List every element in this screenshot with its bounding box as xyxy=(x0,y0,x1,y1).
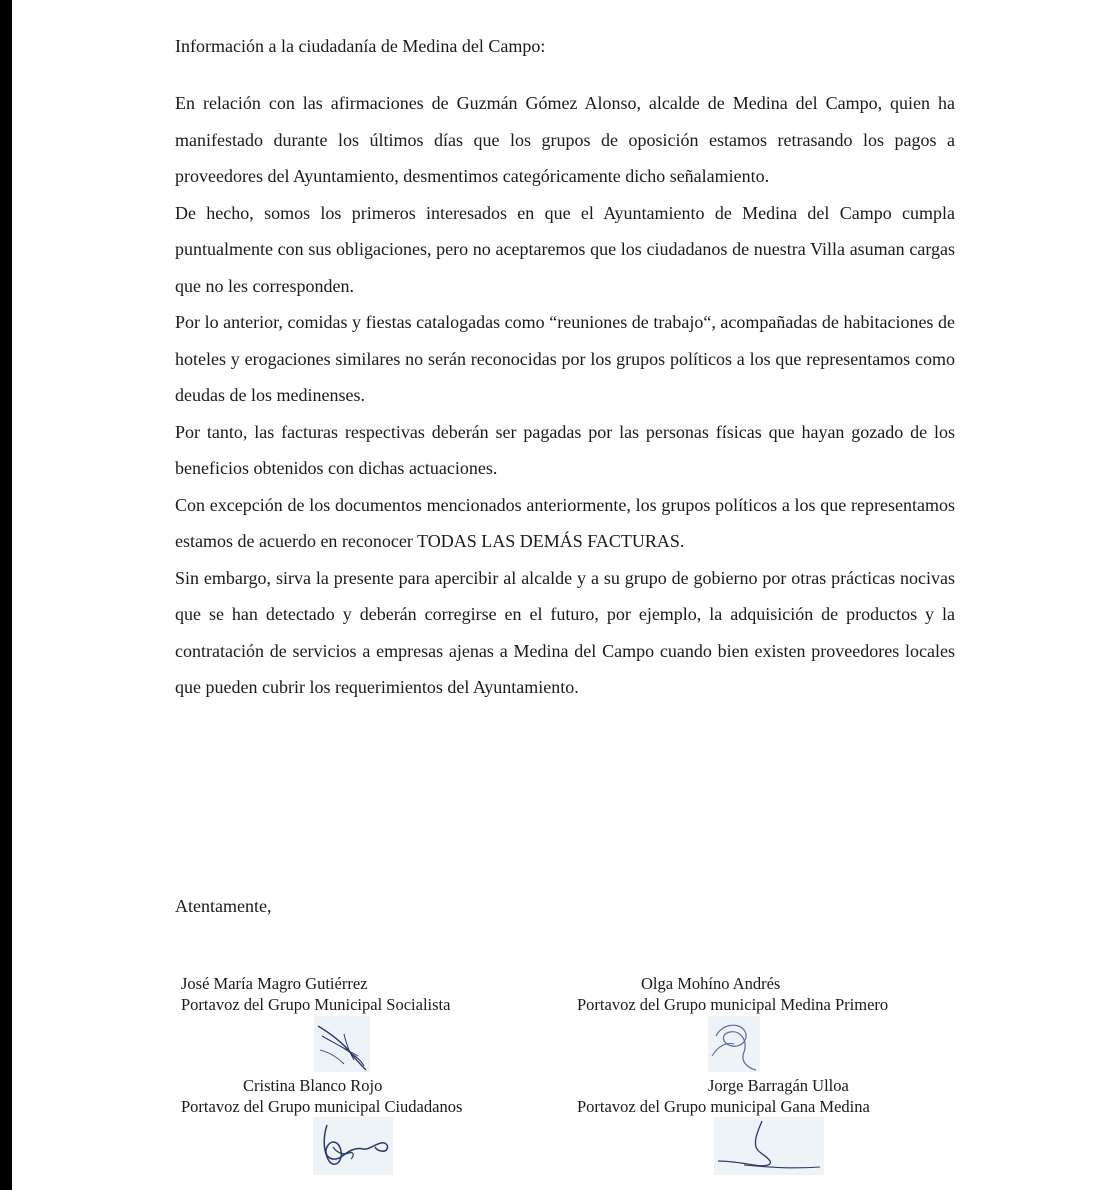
signature-2-image xyxy=(708,1016,760,1072)
paragraph-1: En relación con las afirmaciones de Guzmán Gómez Alonso, alcalde de Medina del Campo, quien ha manifestado durante los últimos días que los grupos de oposición estamos retrasando los pagos a proveedores del Ayuntamiento, desmentimos categóricamente dicho señalamiento. xyxy=(175,93,955,186)
signatory-2-title: Portavoz del Grupo municipal Medina Primero xyxy=(577,995,889,1014)
signature-3-image xyxy=(313,1117,393,1175)
paragraph-4: Por tanto, las facturas respectivas deberán ser pagadas por las personas físicas que hayan gozado de los beneficios obtenidos con dichas actuaciones. xyxy=(175,421,955,478)
signatory-4-title: Portavoz del Grupo municipal Gana Medina xyxy=(577,1097,870,1116)
paragraph-2: De hecho, somos los primeros interesados en que el Ayuntamiento de Medina del Campo cumpla puntualmente con sus obligaciones, pero no aceptaremos que los ciudadanos de nuestra Villa asuman cargas que no les corresponden. xyxy=(175,202,955,296)
signature-4-image xyxy=(714,1117,824,1175)
paragraph-5: Con excepción de los documentos mencionados anteriormente, los grupos políticos a los que representamos estamos de acuerdo en reconocer TODAS LAS DEMÁS FACTURAS. xyxy=(175,494,955,551)
signatory-3-title: Portavoz del Grupo municipal Ciudadanos xyxy=(181,1097,463,1116)
signatory-3-name: Cristina Blanco Rojo xyxy=(243,1076,383,1095)
closing-salutation: Atentamente, xyxy=(175,896,272,916)
signatory-4-name: Jorge Barragán Ulloa xyxy=(708,1076,849,1095)
document-body xyxy=(175,85,955,706)
document-heading: Información a la ciudadanía de Medina del Campo: xyxy=(175,36,546,56)
signatory-1-name: José María Magro Gutiérrez xyxy=(181,974,368,993)
signature-1-image xyxy=(314,1016,370,1072)
paragraph-3: Por lo anterior, comidas y fiestas catalogadas como “reuniones de trabajo“, acompañadas de habitaciones de hoteles y erogaciones similares no serán reconocidas por los grupos políticos a los que representamos como deudas de los medinenses. xyxy=(175,312,955,405)
signatory-2-name: Olga Mohíno Andrés xyxy=(641,974,781,993)
paragraph-6: Sin embargo, sirva la presente para apercibir al alcalde y a su grupo de gobierno por otras prácticas nocivas que se han detectado y deberán corregirse en el futuro, por ejemplo, la adquisición de productos y la contratación de servicios a empresas ajenas a Medina del Campo cuando bien existen proveedores locales que pueden cubrir los requerimientos del Ayuntamiento. xyxy=(175,567,955,697)
signatory-1-title: Portavoz del Grupo Municipal Socialista xyxy=(181,995,451,1014)
